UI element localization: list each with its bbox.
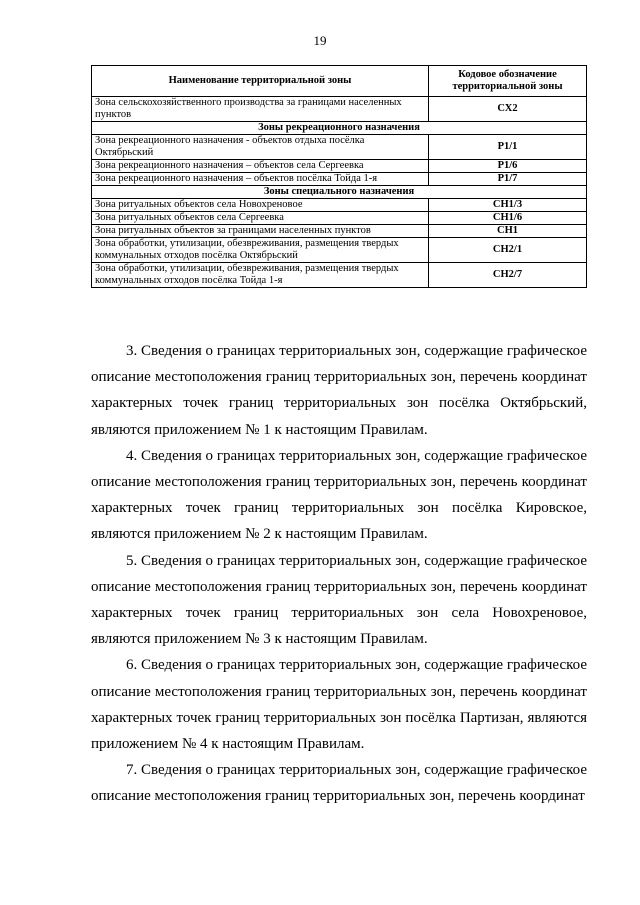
zone-name-cell: Зона обработки, утилизации, обезвреживания, размещения твердых коммунальных отходов посёлка Тойда 1-я [92,263,429,288]
paragraph: 4. Сведения о границах территориальных зон, содержащие графическое описание местоположения границ территориальных зон, перечень координат характерных точек границ территориальных зон посёлка Кировское, являются приложением № 2 к настоящим Правилам. [91,447,587,543]
table-row [92,225,587,238]
paragraph: 5. Сведения о границах территориальных зон, содержащие графическое описание местоположения границ территориальных зон, перечень координат характерных точек границ территориальных зон села Новохреновое, являются приложением № 3 к настоящим Правилам. [91,552,587,648]
table-row [92,135,587,160]
zone-name-cell: Зона обработки, утилизации, обезвреживания, размещения твердых коммунальных отходов посёлка Октябрьский [92,238,429,263]
header-zone-name: Наименование территориальной зоны [92,66,429,97]
table-row [92,238,587,263]
zone-code-cell: СХ2 [429,97,587,122]
zone-name-cell: Зона рекреационного назначения – объектов села Сергеевка [92,160,429,173]
zone-name-cell: Зона ритуальных объектов за границами населенных пунктов [92,225,429,238]
table-row [92,263,587,288]
zone-name-cell: Зона рекреационного назначения – объектов посёлка Тойда 1-я [92,173,429,186]
header-zone-code: Кодовое обозначение территориальной зоны [429,66,587,97]
table-group-row [92,186,587,199]
table-row [92,212,587,225]
table-row [92,160,587,173]
zone-code-cell: СН1/3 [429,199,587,212]
paragraph: 7. Сведения о границах территориальных зон, содержащие графическое описание местоположения границ территориальных зон, перечень координат [91,762,587,805]
zone-code-cell: Р1/6 [429,160,587,173]
group-heading: Зоны специального назначения [92,186,587,199]
body-text [91,338,587,810]
table-row [92,97,587,122]
zone-name-cell: Зона ритуальных объектов села Сергеевка [92,212,429,225]
zone-code-cell: СН1 [429,225,587,238]
zone-code-cell: СН2/1 [429,238,587,263]
table-row [92,173,587,186]
group-heading: Зоны рекреационного назначения [92,122,587,135]
zone-name-cell: Зона ритуальных объектов села Новохреновое [92,199,429,212]
zone-code-cell: Р1/1 [429,135,587,160]
page-number: 19 [313,33,327,48]
paragraph: 3. Сведения о границах территориальных зон, содержащие графическое описание местоположения границ территориальных зон, перечень координат характерных точек границ территориальных зон посёлка Октябрьский, являются приложением № 1 к настоящим Правилам. [91,343,587,438]
table-row [92,199,587,212]
table-group-row [92,122,587,135]
zone-code-cell: СН1/6 [429,212,587,225]
paragraph: 6. Сведения о границах территориальных зон, содержащие графическое описание местоположения границ территориальных зон, перечень координат характерных точек границ территориальных зон посёлка Партизан, являются приложением № 4 к настоящим Правилам. [91,657,587,753]
zone-code-cell: СН2/7 [429,263,587,288]
zones-table [91,65,587,288]
zone-name-cell: Зона рекреационного назначения - объектов отдыха посёлка Октябрьский [92,135,429,160]
zone-code-cell: Р1/7 [429,173,587,186]
table-header-row [92,66,587,97]
zones-table-body [92,97,587,288]
zone-name-cell: Зона сельскохозяйственного производства за границами населенных пунктов [92,97,429,122]
